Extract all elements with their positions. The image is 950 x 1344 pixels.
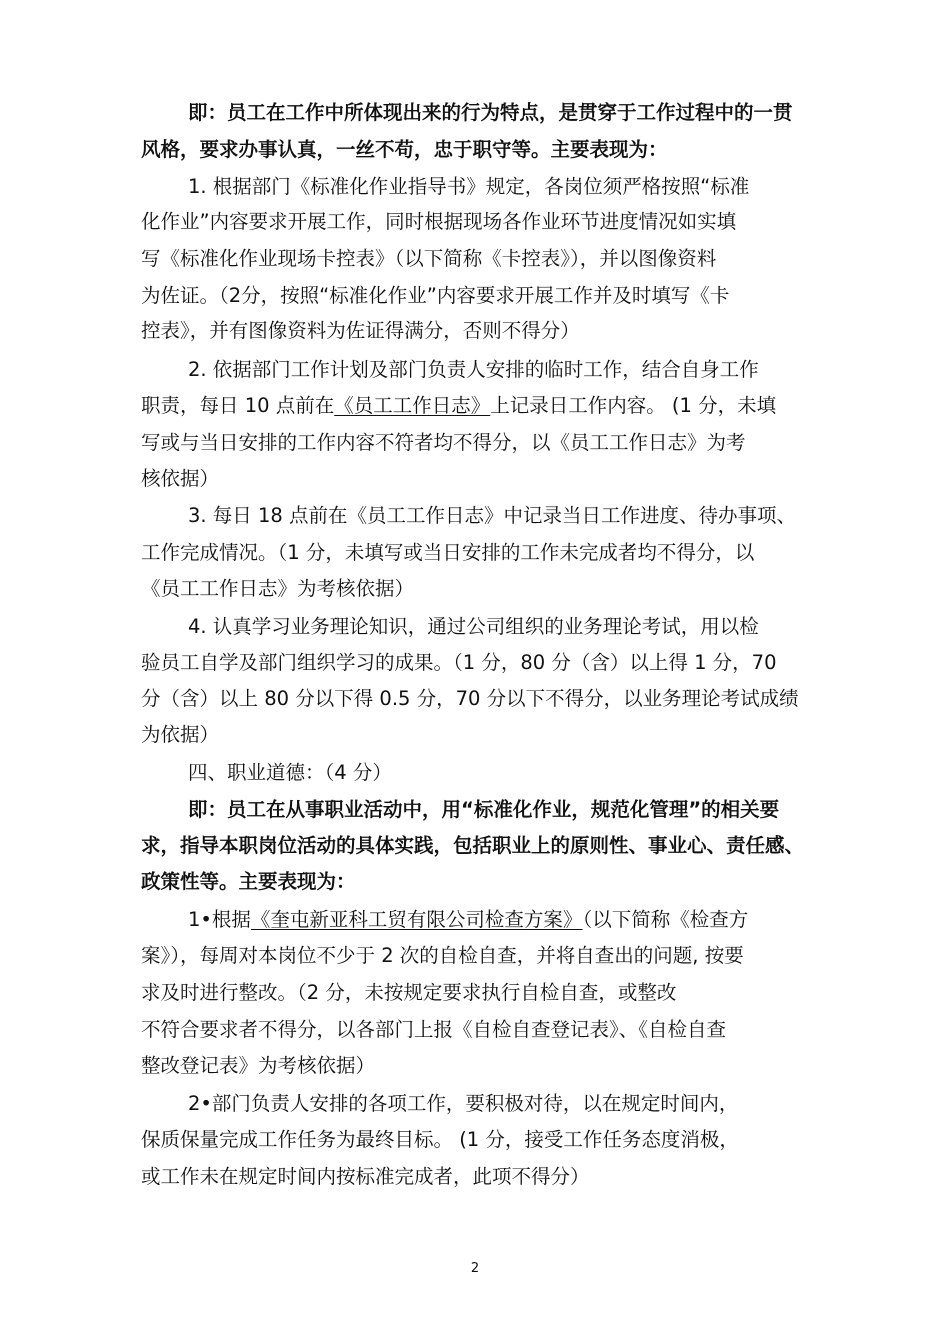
paragraph-line: 1•根据《奎屯新亚科工贸有限公司检查方案》（以下简称《检查方	[188, 908, 749, 931]
underlined-reference: 《员工工作日志》	[334, 394, 491, 417]
paragraph-line: 即：员工在从事职业活动中，用“标准化作业，规范化管理”的相关要	[188, 798, 780, 821]
paragraph-line: 化作业”内容要求开展工作，同时根据现场各作业环节进度情况如实填	[141, 210, 737, 233]
paragraph-line: 3. 每日 18 点前在《员工工作日志》中记录当日工作进度、待办事项、	[188, 504, 797, 527]
underlined-reference: 《奎屯新亚科工贸有限公司检查方案》	[250, 908, 583, 931]
paragraph-line: 控表》，并有图像资料为佐证得满分，否则不得分）	[141, 319, 580, 342]
paragraph-line: 验员工自学及部门组织学习的成果。（1 分，80 分（含）以上得 1 分，70	[141, 651, 777, 674]
paragraph-line: 求及时进行整改。（2 分，未按规定要求执行自检自查，或整改	[141, 981, 677, 1004]
paragraph-line: 1. 根据部门《标准化作业指导书》规定，各岗位须严格按照“标准	[188, 175, 750, 198]
paragraph-line: 写或与当日安排的工作内容不符者均不得分，以《员工工作日志》为考	[141, 431, 746, 454]
paragraph-line: 保质保量完成工作任务为最终目标。 (1 分，接受工作任务态度消极，	[141, 1128, 739, 1151]
paragraph-line: 整改登记表》为考核依据）	[141, 1054, 376, 1077]
paragraph-line: 《员工工作日志》为考核依据）	[141, 577, 415, 600]
paragraph-line: 写《标准化作业现场卡控表》（以下简称《卡控表》），并以图像资料	[141, 247, 717, 270]
paragraph-line: 核依据）	[141, 467, 220, 490]
page-number: 2	[470, 1261, 480, 1276]
paragraph-line: 不符合要求者不得分，以各部门上报《自检自查登记表》、《自检自查	[141, 1018, 727, 1041]
paragraph-line: 为依据）	[141, 723, 220, 746]
paragraph-line: 为佐证。（2分，按照“标准化作业”内容要求开展工作并及时填写《卡	[141, 284, 730, 307]
paragraph-line: 案》），每周对本岗位不少于 2 次的自检自查，并将自查出的问题, 按要	[141, 944, 744, 967]
paragraph-line: 4. 认真学习业务理论知识，通过公司组织的业务理论考试，用以检	[188, 615, 759, 638]
paragraph-line: 职责，每日 10 点前在《员工工作日志》上记录日工作内容。 (1 分，未填	[141, 394, 777, 417]
paragraph-line: 分（含）以上 80 分以下得 0.5 分，70 分以下不得分，以业务理论考试成绩	[141, 687, 799, 710]
paragraph-line: 2•部门负责人安排的各项工作，要积极对待，以在规定时间内，	[188, 1092, 739, 1115]
paragraph-line: 工作完成情况。（1 分，未填写或当日安排的工作未完成者均不得分，以	[141, 541, 755, 564]
paragraph-line: 即：员工在工作中所体现出来的行为特点，是贯穿于工作过程中的一贯	[188, 101, 793, 124]
paragraph-line: 2. 依据部门工作计划及部门负责人安排的临时工作，结合自身工作	[188, 358, 759, 381]
paragraph-line: 风格，要求办事认真，一丝不苟，忠于职守等。主要表现为：	[141, 138, 668, 161]
paragraph-line: 或工作未在规定时间内按标准完成者，此项不得分）	[141, 1165, 590, 1188]
section-heading: 四、职业道德：（4 分）	[188, 761, 392, 784]
paragraph-line: 求，指导本职岗位活动的具体实践，包括职业上的原则性、事业心、责任感、	[141, 834, 805, 857]
paragraph-line: 政策性等。主要表现为：	[141, 870, 356, 893]
